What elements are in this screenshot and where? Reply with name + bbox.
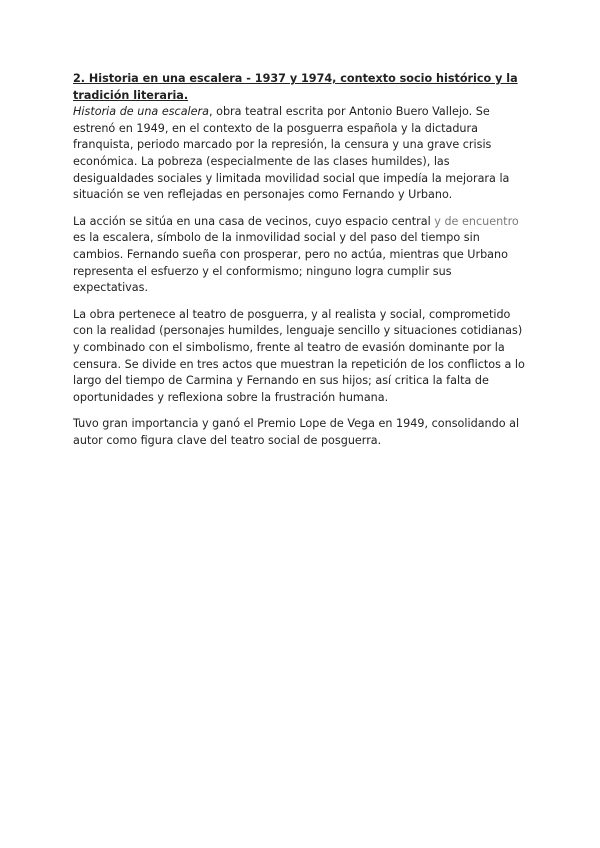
paragraph-tradition: La obra pertenece al teatro de posguerra, y al realista y social, comprometido con la realidad (personajes humildes, lenguaje sencillo y situaciones cotidianas) y combinado con el simbolismo, frente al teatro de evasión dominante por la censura. Se divide en tres actos que muestran la repetición de los conflictos a lo largo del tiempo de Carmina y Fernando en sus hijos; así critica la falta de oportunidades y reflexiona sobre la frustración humana.	[73, 307, 525, 404]
paragraph-context-text: , obra teatral escrita por Antonio Buero Vallejo. Se estrenó en 1949, en el contexto de la posguerra española y la dictadura franquista, periodo marcado por la represión, la censura y una grave crisis económica. La pobreza (especialmente de las clases humildes), las desigualdades sociales y limitada movilidad social que impedía la mejorara la situación se ven reflejadas en personajes como Fernando y Urbano.	[73, 105, 510, 202]
paragraph-importance: Tuvo gran importancia y ganó el Premio Lope de Vega en 1949, consolidando al autor como figura clave del teatro social de posguerra.	[73, 417, 520, 447]
document-body	[73, 71, 529, 459]
paragraph-setting-after: es la escalera, símbolo de la inmovilidad social y del paso del tiempo sin cambios. Fernando sueña con prosperar, pero no actúa, mientras que Urbano representa el esfuerzo y el conformismo; ninguno logra cumplir sus expectativas.	[73, 231, 508, 295]
paragraph-setting-before: La acción se sitúa en una casa de vecinos, cuyo espacio central	[73, 214, 435, 228]
paragraph-setting-muted: y de encuentro	[434, 214, 519, 228]
paragraph-context	[73, 104, 529, 204]
paragraph-setting	[73, 214, 529, 297]
section-heading: 2. Historia en una escalera - 1937 y 1974, contexto socio histórico y la tradición literaria.	[73, 72, 518, 102]
work-title: Historia de una escalera	[73, 105, 209, 119]
